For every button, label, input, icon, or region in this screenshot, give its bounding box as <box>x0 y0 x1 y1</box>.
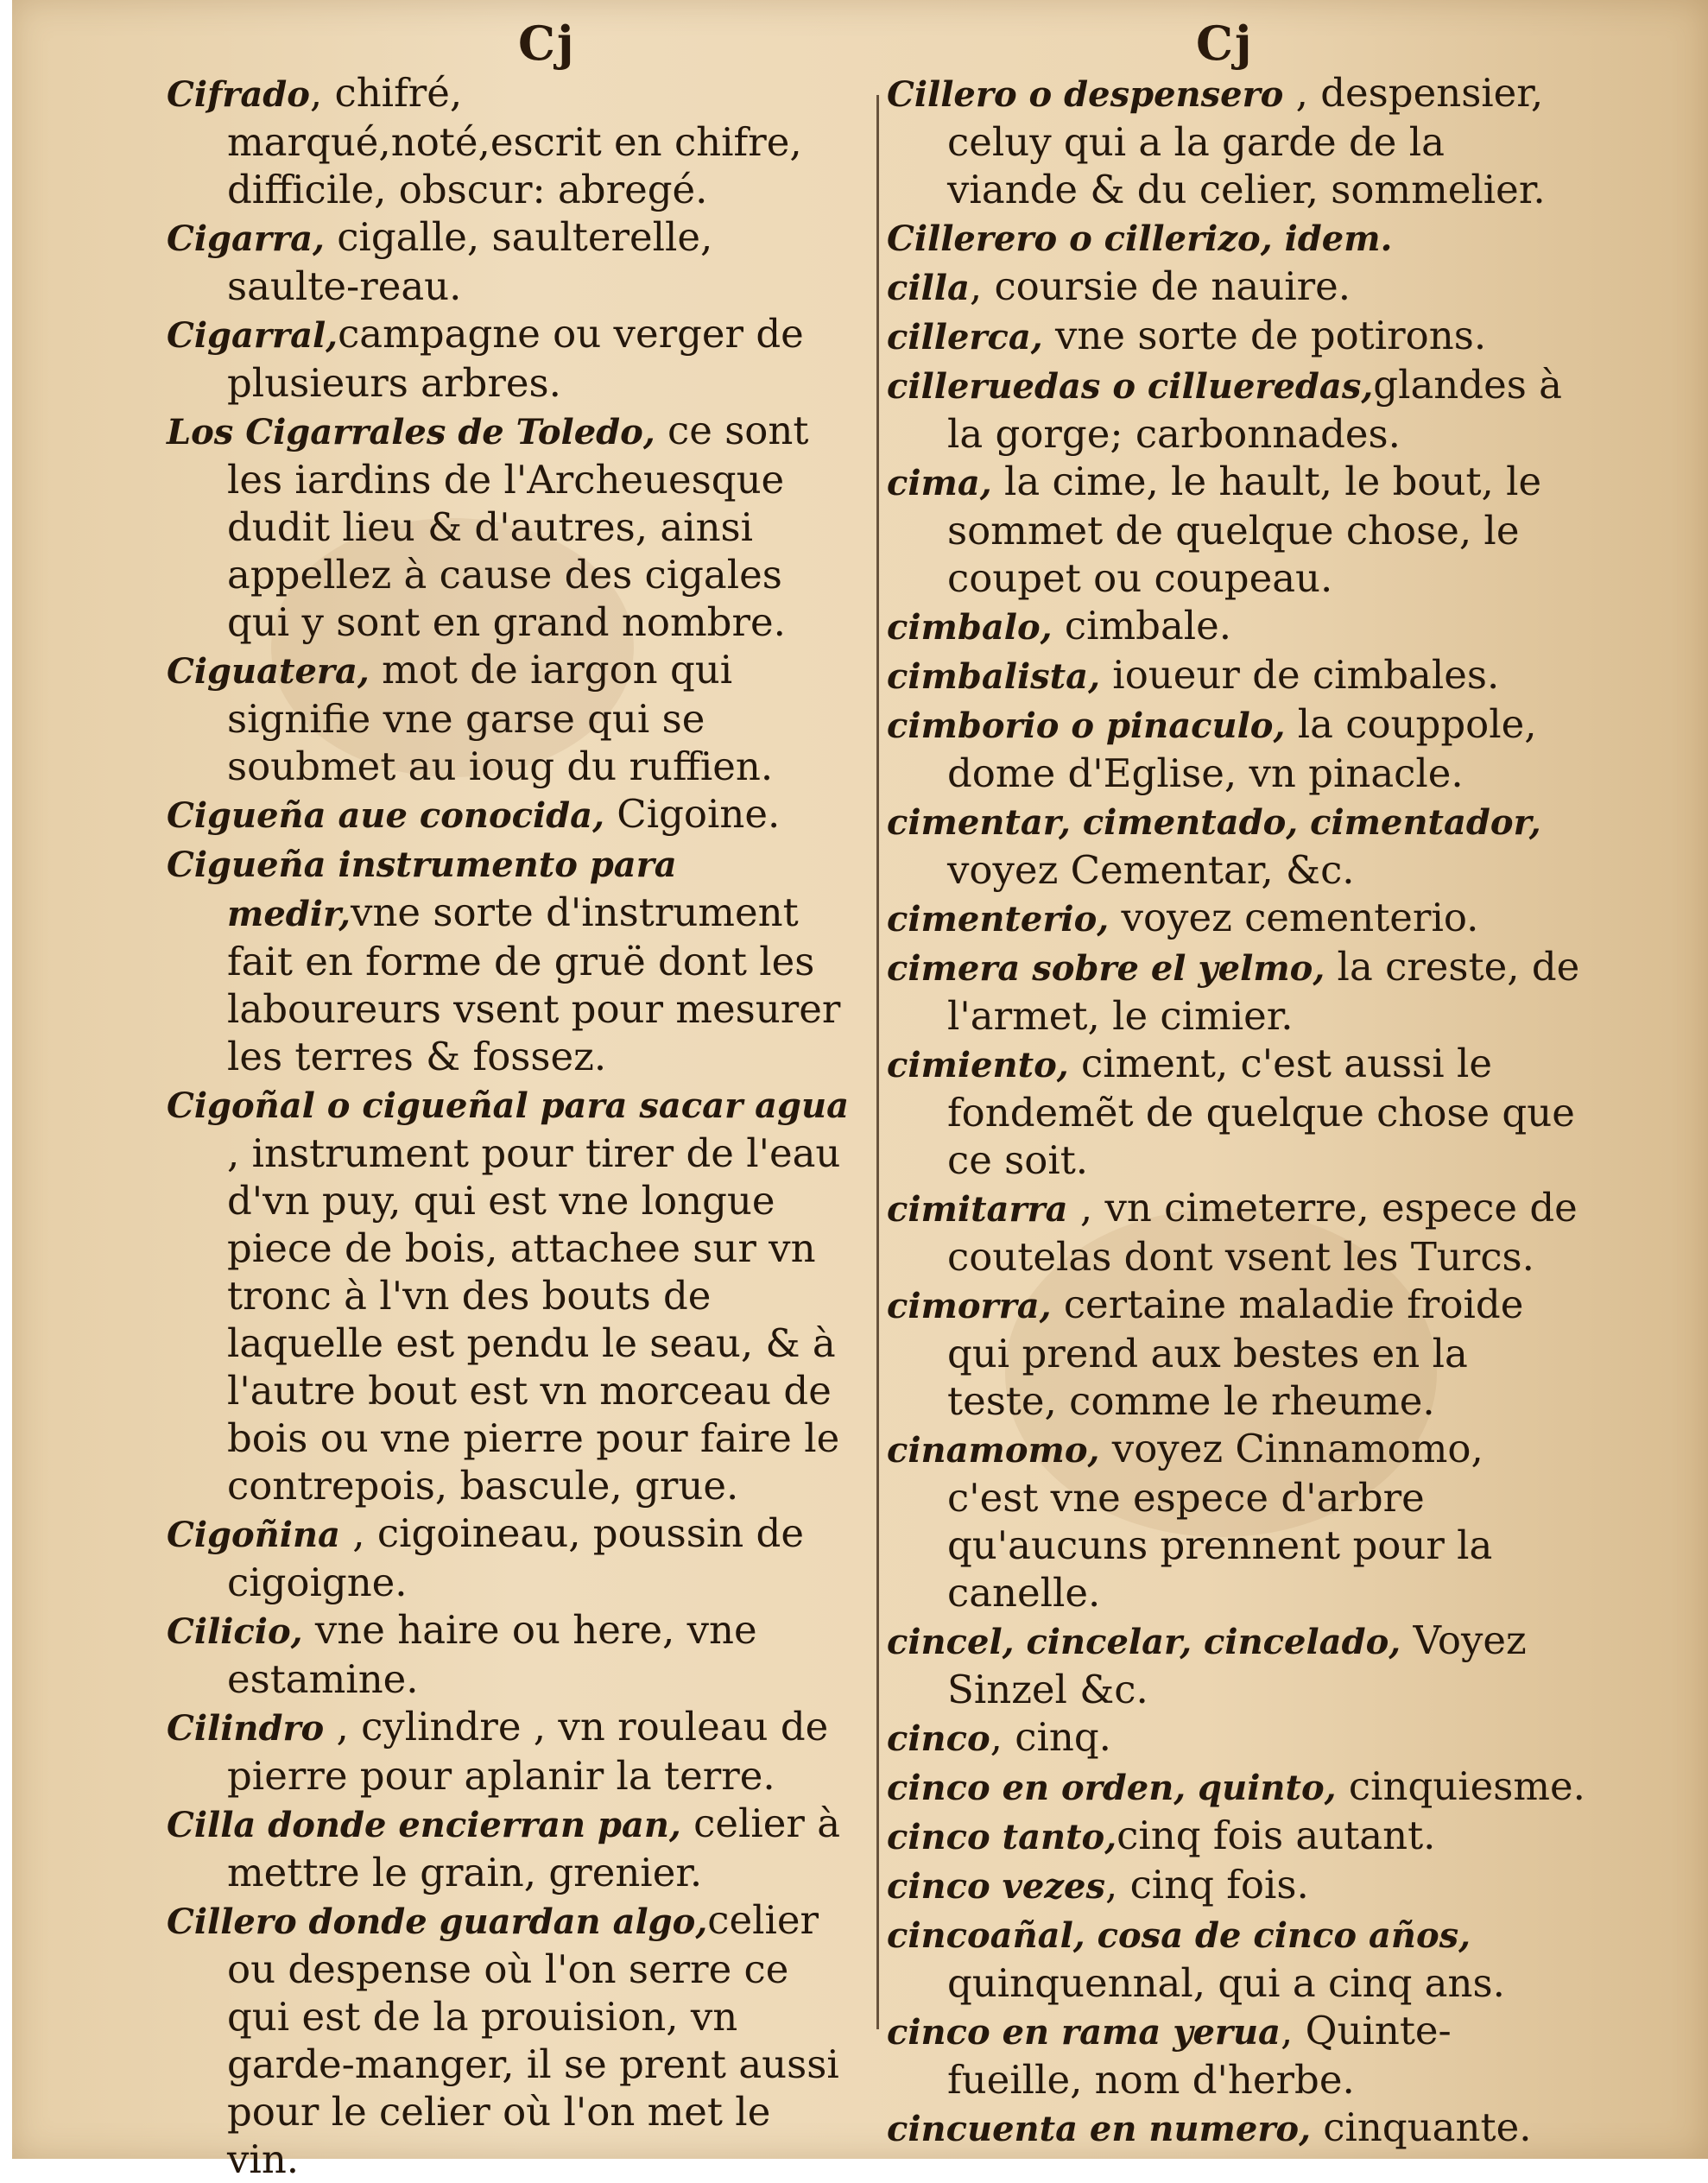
entry-headword: cimbalo, <box>887 607 1053 648</box>
dictionary-entry <box>887 1762 1586 1812</box>
entry-definition: , instrument pour tirer de l'eau d'vn puy, qui est vne longue piece de bois, attachee sur vn tronc à l'vn des bouts de laquelle est pendu le seau, & à l'autre bout est vn morceau de bois ou vne pierre pour faire le contrepois, bascule, grue. <box>227 1130 841 1509</box>
entry-definition: la cime, le hault, le bout, le sommet de quelque chose, le coupet ou coupeau. <box>947 459 1542 601</box>
page-margin <box>0 0 12 2159</box>
entry-headword: Cilindro <box>167 1708 325 1749</box>
entry-headword: Cigarra, <box>167 218 325 259</box>
dictionary-entry <box>887 1861 1586 1910</box>
entry-headword: cilleruedas o cillueredas, <box>887 366 1374 407</box>
entry-headword: Cigueña instrumento para medir, <box>167 845 677 934</box>
dictionary-entry <box>887 1910 1586 2007</box>
dictionary-entry <box>167 1896 849 2183</box>
dictionary-entry <box>887 602 1586 651</box>
dictionary-entry <box>887 2007 1586 2104</box>
entry-headword: cinco tanto, <box>887 1817 1117 1857</box>
entry-definition: la creste, de l'armet, le cimier. <box>947 944 1580 1039</box>
dictionary-entry <box>167 790 849 839</box>
entry-headword: Los Cigarrales de Toledo, <box>167 412 655 452</box>
left-column <box>167 69 849 2183</box>
entry-headword: cincuenta en numero, <box>887 2109 1311 2149</box>
entry-definition: ioueur de cimbales. <box>1100 652 1500 698</box>
entry-definition: la couppole, dome d'Eglise, vn pinacle. <box>947 701 1537 796</box>
entry-definition: , vn cimeterre, espece de coutelas dont vsent les Turcs. <box>947 1185 1578 1280</box>
entry-headword: cinco vezes <box>887 1866 1105 1907</box>
entry-headword: cimentar, cimentado, cimentador, <box>887 802 1541 843</box>
dictionary-entry <box>167 1606 849 1703</box>
dictionary-entry <box>887 1617 1586 1713</box>
entry-headword: cinco en orden, quinto, <box>887 1768 1337 1808</box>
dictionary-entry <box>887 943 1586 1040</box>
entry-definition: cinq fois autant. <box>1117 1813 1436 1858</box>
dictionary-entry <box>887 894 1586 943</box>
dictionary-entry <box>167 1800 849 1896</box>
dictionary-entry <box>887 312 1586 361</box>
dictionary-entry <box>887 69 1586 213</box>
dictionary-entry <box>887 361 1586 458</box>
entry-definition: voyez Cementar, &c. <box>947 847 1355 893</box>
entry-definition: cinquiesme. <box>1336 1763 1585 1809</box>
entry-headword: cimbalista, <box>887 656 1100 697</box>
entry-definition: , despensier, celuy qui a la garde de la viande & du celier, sommelier. <box>947 70 1546 212</box>
right-column <box>887 69 1586 2153</box>
entry-definition: certaine maladie froide qui prend aux bestes en la teste, comme le rheume. <box>947 1281 1524 1424</box>
entry-headword: Cigoñal o cigueñal para sacar agua <box>167 1085 849 1126</box>
entry-headword: cinco en rama yerua <box>887 2012 1281 2053</box>
entry-definition: cinquante. <box>1311 2104 1532 2150</box>
entry-definition: voyez Cinnamomo, c'est vne espece d'arbre qu'aucuns prennent pour la canelle. <box>947 1426 1493 1616</box>
dictionary-entry <box>887 213 1586 263</box>
entry-headword: Cillero o despensero <box>887 74 1284 115</box>
entry-headword: cimiento, <box>887 1045 1069 1085</box>
dictionary-entry <box>887 1281 1586 1425</box>
entry-headword: cimera sobre el yelmo, <box>887 948 1325 989</box>
entry-headword: Cigoñina <box>167 1515 340 1555</box>
entry-headword: Cillero donde guardan algo, <box>167 1901 708 1942</box>
entry-definition: , chifré, marqué,noté,escrit en chifre, difficile, obscur: abregé. <box>227 70 802 212</box>
entry-headword: Cilicio, <box>167 1611 303 1652</box>
page-header-right: Cj <box>1196 16 1254 71</box>
entry-definition: quinquennal, qui a cinq ans. <box>947 1960 1505 2006</box>
entry-headword: cincoañal, cosa de cinco años, <box>887 1915 1471 1956</box>
dictionary-entry <box>887 1040 1586 1184</box>
dictionary-entry <box>887 1425 1586 1617</box>
dictionary-entry <box>167 839 849 1080</box>
entry-headword: cincel, cincelar, cincelado, <box>887 1622 1401 1662</box>
entry-definition: , Quinte-fueille, nom d'herbe. <box>947 2008 1452 2103</box>
entry-definition: vne haire ou here, vne estamine. <box>227 1607 757 1702</box>
dictionary-entry <box>887 700 1586 797</box>
entry-definition: voyez cementerio. <box>1109 895 1479 940</box>
entry-headword: Cillerero o cillerizo, idem. <box>887 218 1393 259</box>
dictionary-entry <box>167 646 849 790</box>
dictionary-entry <box>167 407 849 646</box>
entry-definition: celier ou despense où l'on serre ce qui est de la prouision, vn garde-manger, il se prent aussi pour le celier où l'on met le vin. <box>227 1897 839 2182</box>
dictionary-entry <box>167 1080 849 1509</box>
entry-headword: cimenterio, <box>887 899 1110 940</box>
entry-definition: celier à mettre le grain, grenier. <box>227 1800 841 1895</box>
entry-definition: cimbale. <box>1052 603 1232 649</box>
entry-headword: Cilla donde encierran pan, <box>167 1805 681 1845</box>
entry-definition: mot de iargon qui signifie vne garse qui se soubmet au ioug du ruffien. <box>227 647 774 789</box>
dictionary-entry <box>887 651 1586 700</box>
entry-headword: cima, <box>887 463 992 503</box>
entry-headword: cillerca, <box>887 317 1043 358</box>
entry-definition: ciment, c'est aussi le fondemẽt de quelque chose que ce soit. <box>947 1041 1575 1183</box>
entry-definition: Voyez Sinzel &c. <box>947 1617 1527 1712</box>
dictionary-entry <box>887 2104 1586 2153</box>
entry-definition: glandes à la gorge; carbonnades. <box>947 362 1562 457</box>
entry-headword: cilla <box>887 268 970 308</box>
dictionary-entry <box>887 263 1586 312</box>
entry-headword: Cigarral, <box>167 315 338 356</box>
dictionary-entry <box>167 213 849 310</box>
entry-definition: , cinq fois. <box>1104 1862 1309 1908</box>
entry-headword: cimitarra <box>887 1189 1068 1230</box>
entry-definition: Cigoine. <box>604 791 781 837</box>
dictionary-entry <box>167 310 849 407</box>
entry-headword: cinco <box>887 1718 990 1759</box>
dictionary-entry <box>167 1509 849 1606</box>
entry-definition: , cigoineau, poussin de cigoigne. <box>227 1510 804 1605</box>
page-header-left: Cj <box>518 16 576 71</box>
dictionary-entry <box>167 1703 849 1800</box>
entry-headword: Ciguatera, <box>167 651 370 692</box>
entry-headword: Cifrado <box>167 74 310 115</box>
entry-definition: vne sorte de potirons. <box>1042 313 1487 358</box>
dictionary-entry <box>167 69 849 213</box>
entry-definition: cigalle, saulterelle, saulte-reau. <box>227 214 713 309</box>
entry-definition: vne sorte d'instrument fait en forme de gruë dont les laboureurs vsent pour mesurer les terres & fossez. <box>227 889 841 1079</box>
entry-headword: cimorra, <box>887 1286 1052 1326</box>
dictionary-entry <box>887 1184 1586 1281</box>
entry-definition: ce sont les iardins de l'Archeuesque dudit lieu & d'autres, ainsi appellez à cause des cigales qui y sont en grand nombre. <box>227 408 809 645</box>
dictionary-entry <box>887 1812 1586 1861</box>
entry-headword: cinamomo, <box>887 1430 1100 1471</box>
dictionary-entry <box>887 458 1586 602</box>
column-divider <box>876 95 879 2029</box>
dictionary-entry <box>887 1713 1586 1762</box>
entry-definition: , coursie de nauire. <box>969 263 1351 309</box>
entry-headword: Cigueña aue conocida, <box>167 795 604 836</box>
entry-definition: , cylindre , vn rouleau de pierre pour aplanir la terre. <box>227 1704 829 1799</box>
entry-definition: campagne ou verger de plusieurs arbres. <box>227 311 804 406</box>
entry-definition: , cinq. <box>990 1714 1111 1760</box>
dictionary-entry <box>887 797 1586 894</box>
entry-headword: cimborio o pinaculo, <box>887 706 1286 746</box>
